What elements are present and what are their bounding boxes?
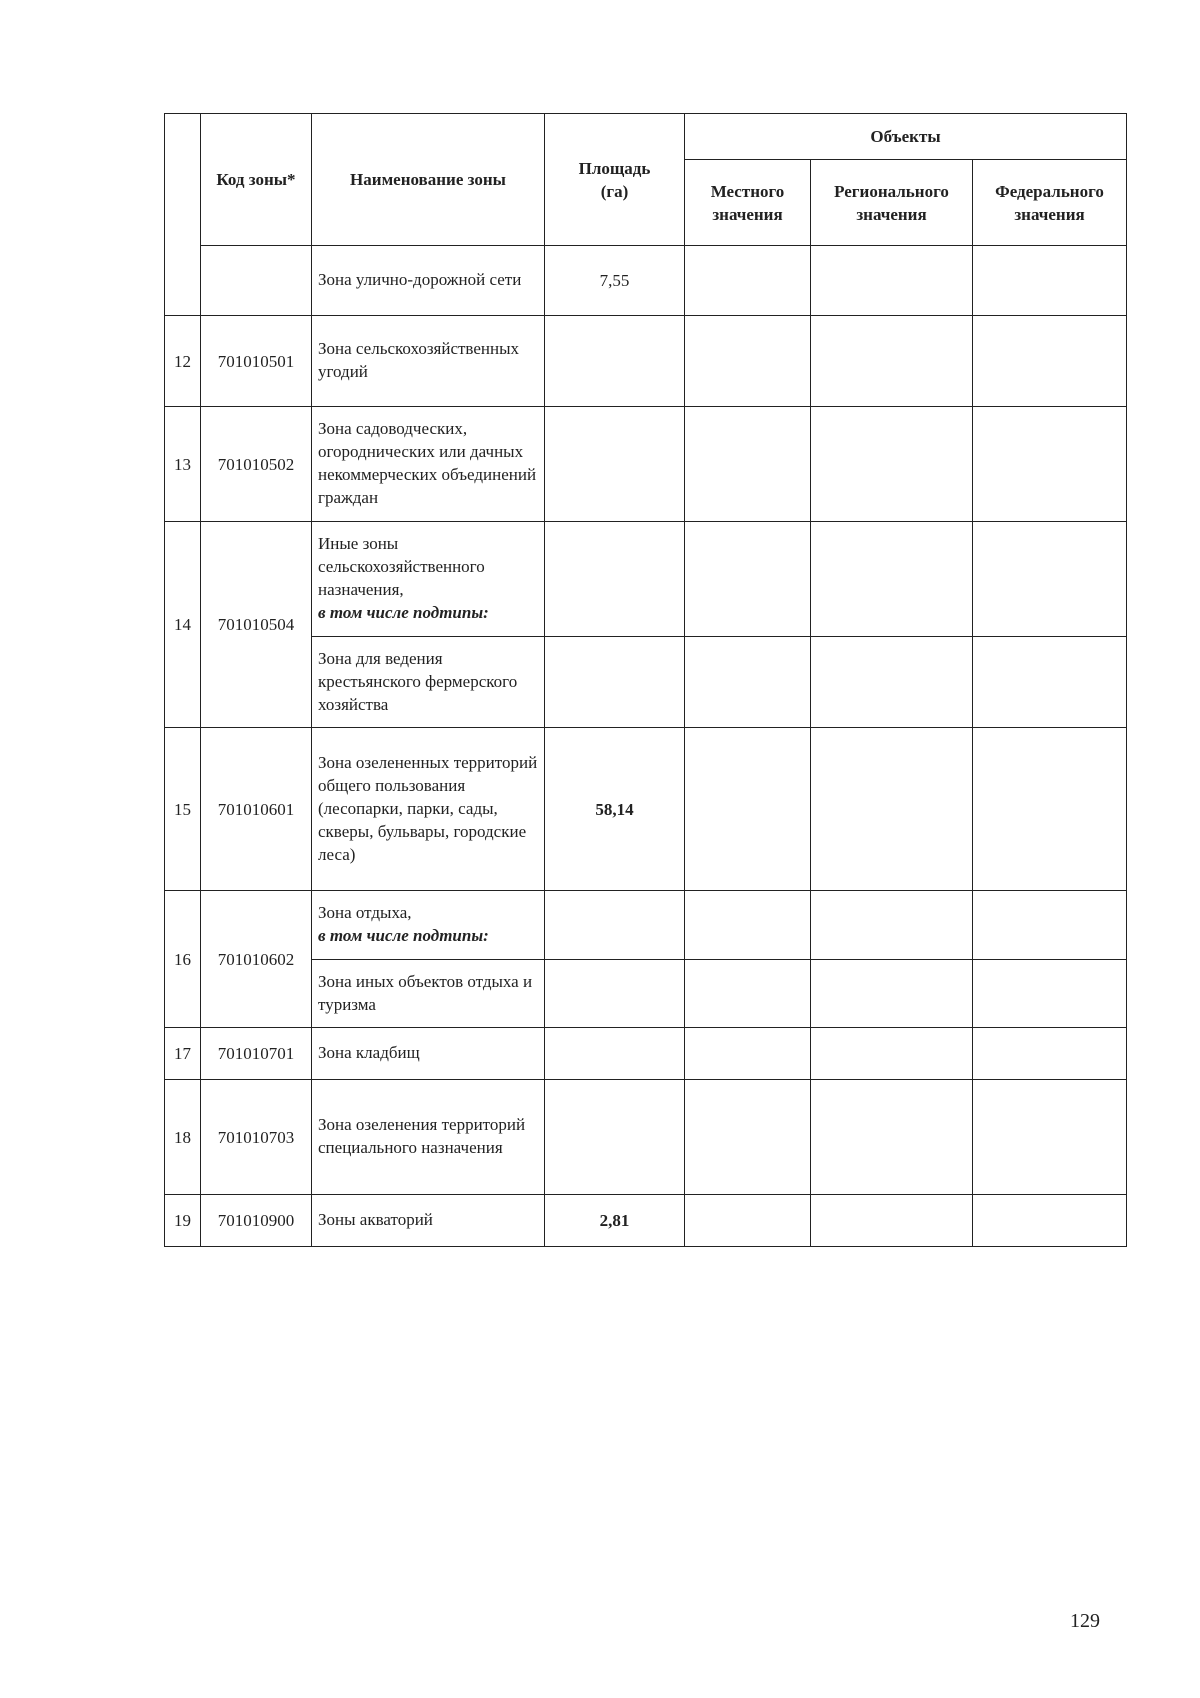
zone-code-cell: 701010504 [201,522,312,728]
zone-name-cell: Зона озелененных территорий общего пользования (лесопарки, парки, сады, скверы, бульвары, городские леса) [312,728,545,891]
row-number: 16 [165,891,201,1028]
zones-table [164,113,1127,1247]
row-number: 18 [165,1080,201,1195]
zone-name-cell: Зона сельскохозяйственных угодий [312,316,545,407]
zone-name-cell: Зоны акваторий [312,1195,545,1247]
code-column-header: Код зоны* [201,114,312,246]
regional-objects-cell [811,728,973,891]
zone-area-cell [545,407,685,522]
zone-area-cell: 7,55 [545,246,685,316]
federal-objects-cell [973,407,1127,522]
federal-objects-cell [973,637,1127,728]
zone-code-cell: 701010502 [201,407,312,522]
local-objects-cell [685,891,811,960]
local-objects-cell [685,246,811,316]
federal-objects-cell [973,1080,1127,1195]
zone-area-cell [545,1080,685,1195]
local-objects-cell [685,637,811,728]
table-row [165,728,1127,891]
regional-objects-cell [811,637,973,728]
zone-name-cell [312,891,545,960]
federal-objects-cell [973,891,1127,960]
zone-code-cell: 701010501 [201,316,312,407]
subtype-name-cell: Зона для ведения крестьянского фермерского хозяйства [312,637,545,728]
regional-objects-cell [811,316,973,407]
local-objects-cell [685,1080,811,1195]
zone-area-cell [545,960,685,1028]
regional-objects-cell [811,1195,973,1247]
regional-objects-cell [811,891,973,960]
row-number: 15 [165,728,201,891]
zone-code-cell: 701010703 [201,1080,312,1195]
federal-objects-cell [973,246,1127,316]
local-objects-cell [685,1028,811,1080]
local-objects-cell [685,316,811,407]
regional-objects-cell [811,960,973,1028]
row-number: 14 [165,522,201,728]
table-row [165,522,1127,637]
federal-objects-cell [973,728,1127,891]
zone-name-cell: Зона улично-дорожной сети [312,246,545,316]
table-row [165,891,1127,960]
row-number: 12 [165,316,201,407]
regional-objects-cell [811,522,973,637]
zone-area-cell [545,316,685,407]
zone-code-cell: 701010601 [201,728,312,891]
subtype-label: в том числе подтипы: [318,603,489,622]
regional-column-header: Регионального значения [811,160,973,246]
zone-area-cell [545,1028,685,1080]
zone-name-cell: Зона кладбищ [312,1028,545,1080]
zone-name-cell [312,522,545,637]
regional-objects-cell [811,1080,973,1195]
local-objects-cell [685,1195,811,1247]
regional-objects-cell [811,1028,973,1080]
table-row [165,1195,1127,1247]
local-objects-cell [685,522,811,637]
row-number: 13 [165,407,201,522]
area-column-header: Площадь (га) [545,114,685,246]
zone-area-cell [545,891,685,960]
row-number: 17 [165,1028,201,1080]
federal-objects-cell [973,522,1127,637]
zone-code-cell: 701010900 [201,1195,312,1247]
zone-name-cell: Зона озеленения территорий специального назначения [312,1080,545,1195]
zone-area-cell [545,637,685,728]
federal-objects-cell [973,1195,1127,1247]
federal-objects-cell [973,960,1127,1028]
table-row [165,407,1127,522]
zone-code-cell: 701010701 [201,1028,312,1080]
local-objects-cell [685,728,811,891]
federal-objects-cell [973,316,1127,407]
page-number: 129 [1070,1610,1100,1632]
zone-code-cell: 701010602 [201,891,312,1028]
header-row [165,114,1127,160]
regional-objects-cell [811,246,973,316]
zone-name-text: Зона отдыха, [318,903,412,922]
subtype-name-cell: Зона иных объектов отдыха и туризма [312,960,545,1028]
table-row [165,1028,1127,1080]
local-objects-cell [685,407,811,522]
federal-objects-cell [973,1028,1127,1080]
zone-name-cell: Зона садоводческих, огороднических или дачных некоммерческих объединений граждан [312,407,545,522]
zone-name-text: Иные зоны сельскохозяйственного назначения, [318,534,485,599]
subtype-label: в том числе подтипы: [318,926,489,945]
local-objects-cell [685,960,811,1028]
table-row [165,1080,1127,1195]
table-row [165,316,1127,407]
local-column-header: Местного значения [685,160,811,246]
zone-code-cell [201,246,312,316]
federal-column-header: Федерального значения [973,160,1127,246]
regional-objects-cell [811,407,973,522]
name-column-header: Наименование зоны [312,114,545,246]
row-number: 19 [165,1195,201,1247]
zone-area-cell: 2,81 [545,1195,685,1247]
objects-column-header: Объекты [685,114,1127,160]
table-row [165,246,1127,316]
number-column-header [165,114,201,316]
zone-area-cell [545,522,685,637]
zone-area-cell: 58,14 [545,728,685,891]
